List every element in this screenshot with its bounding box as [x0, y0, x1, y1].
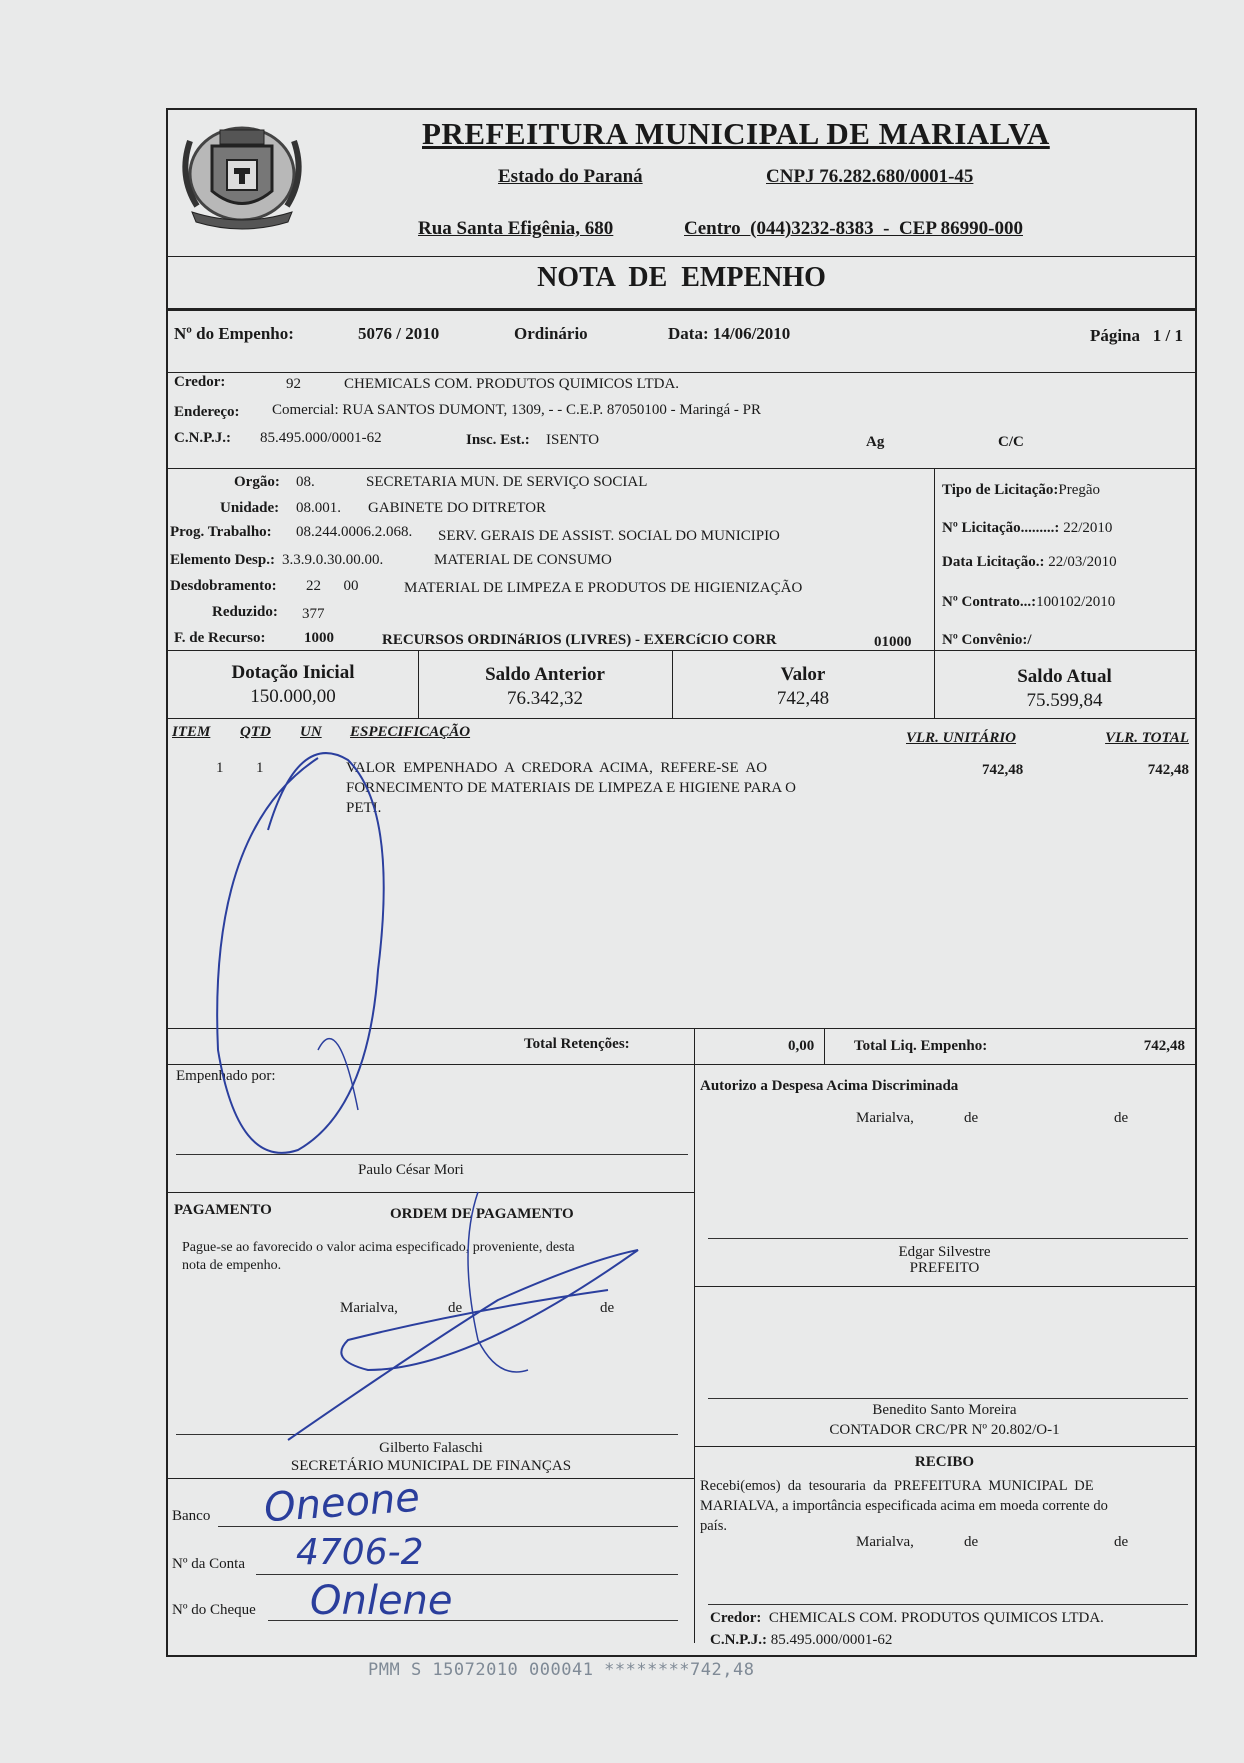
saldo-anterior-label: Saldo Anterior — [485, 664, 605, 685]
col-item: ITEM — [172, 724, 211, 740]
saldo-anterior-value: 76.342,32 — [507, 688, 583, 709]
credor-label: Credor: — [174, 374, 226, 390]
address-label: Endereço: — [174, 404, 240, 420]
pagamento-city: Marialva, — [340, 1300, 398, 1316]
item-spec-line-2: FORNECIMENTO DE MATERIAIS DE LIMPEZA E HIGIENE PARA O — [346, 780, 797, 796]
valor-label: Valor — [780, 664, 826, 685]
state-name: Estado do Paraná — [498, 166, 643, 187]
credor-name: CHEMICALS COM. PRODUTOS QUIMICOS LTDA. — [344, 376, 680, 392]
pagamento-de-2: de — [600, 1300, 615, 1316]
recibo-text-line-1: Recebi(emos) da tesouraria da PREFEITURA MUNICIPAL DE — [700, 1478, 1094, 1494]
total-liquido-label: Total Liq. Empenho: — [854, 1038, 988, 1054]
pagamento-de-1: de — [448, 1300, 463, 1316]
coat-of-arms-emblem — [172, 116, 312, 236]
cnpj-label: C.N.P.J.: — [174, 430, 231, 446]
elemento-code: 3.3.9.0.30.00.00. — [282, 552, 384, 568]
recibo-text-line-3: país. — [700, 1518, 727, 1534]
col-valor-unitario: VLR. UNITÁRIO — [906, 730, 1017, 746]
orgao-name: SECRETARIA MUN. DE SERVIÇO SOCIAL — [366, 474, 648, 490]
numero-licitacao: Nº Licitação.........: 22/2010 — [942, 520, 1113, 536]
autorizo-de-2: de — [1114, 1110, 1129, 1126]
empenho-date: Data: 14/06/2010 — [668, 324, 791, 343]
cheque-label: Nº do Cheque — [172, 1602, 256, 1618]
item-spec-line-1: VALOR EMPENHADO A CREDORA ACIMA, REFERE-SE AO — [346, 760, 768, 776]
recibo-credor: Credor: CHEMICALS COM. PRODUTOS QUIMICOS LTDA. — [710, 1610, 1104, 1626]
desdobramento-code: 22 00 — [306, 578, 359, 594]
autorizo-de-1: de — [964, 1110, 979, 1126]
page-title: PREFEITURA MUNICIPAL DE MARIALVA — [422, 116, 1050, 151]
prefeito-name: Edgar Silvestre — [898, 1244, 991, 1260]
dotacao-label: Dotação Inicial — [231, 662, 355, 683]
handwritten-cheque: Onlene — [310, 1578, 453, 1624]
unidade-code: 08.001. — [296, 500, 341, 516]
empenhado-signer: Paulo César Mori — [358, 1162, 464, 1178]
prog-label: Prog. Trabalho: — [170, 524, 272, 540]
contador-role: CONTADOR CRC/PR Nº 20.802/O-1 — [829, 1422, 1060, 1438]
retencoes-label: Total Retenções: — [524, 1036, 630, 1052]
saldo-atual-label: Saldo Atual — [1017, 666, 1112, 687]
recibo-cnpj: C.N.P.J.: 85.495.000/0001-62 — [710, 1632, 893, 1648]
item-unit-value: 742,48 — [982, 762, 1024, 778]
unidade-name: GABINETE DO DITRETOR — [368, 500, 547, 516]
autorizo-city: Marialva, — [856, 1110, 914, 1126]
ie-label: Insc. Est.: — [466, 432, 530, 448]
col-qtd: QTD — [240, 724, 271, 740]
item-spec-line-3: PETI. — [346, 800, 382, 816]
empenhado-label: Empenhado por: — [176, 1068, 276, 1084]
empenho-number-label: Nº do Empenho: — [174, 324, 294, 343]
page-number: Página 1 / 1 — [1089, 326, 1183, 345]
prog-code: 08.244.0006.2.068. — [296, 524, 413, 540]
empenho-type: Ordinário — [514, 324, 588, 343]
valor-value: 742,48 — [776, 688, 830, 709]
retencoes-value: 0,00 — [788, 1038, 815, 1054]
recibo-title: RECIBO — [914, 1454, 975, 1470]
pagamento-label: PAGAMENTO — [174, 1202, 272, 1218]
empenho-number: 5076 / 2010 — [358, 324, 440, 343]
fonte-label: F. de Recurso: — [174, 630, 266, 646]
agency-label: Ag — [866, 434, 885, 450]
credor-code: 92 — [286, 376, 301, 392]
contador-name: Benedito Santo Moreira — [872, 1402, 1017, 1418]
saldo-atual-value: 75.599,84 — [1026, 690, 1103, 711]
col-valor-total: VLR. TOTAL — [1105, 730, 1189, 746]
recibo-de-1: de — [964, 1534, 979, 1550]
desdobramento-name: MATERIAL DE LIMPEZA E PRODUTOS DE HIGIENIZAÇÃO — [404, 580, 803, 596]
credor-cnpj: 85.495.000/0001-62 — [260, 430, 382, 446]
fonte-name: RECURSOS ORDINáRIOS (LIVRES) - EXERCíCIO CORR — [382, 632, 777, 648]
handwritten-conta: 4706-2 — [296, 1532, 424, 1573]
reduzido-label: Reduzido: — [212, 604, 278, 620]
prefeito-role: PREFEITO — [909, 1260, 980, 1276]
item-qtd: 1 — [256, 760, 264, 776]
conta-label: Nº da Conta — [172, 1556, 245, 1572]
fonte-number: 01000 — [874, 634, 912, 650]
ordem-pagamento-label: ORDEM DE PAGAMENTO — [390, 1206, 574, 1222]
col-un: UN — [300, 724, 322, 740]
tipo-licitacao: Tipo de Licitação:Pregão — [942, 482, 1101, 498]
recibo-de-2: de — [1114, 1534, 1129, 1550]
unidade-label: Unidade: — [220, 500, 280, 516]
secretario-name: Gilberto Falaschi — [379, 1440, 483, 1456]
street-address: Rua Santa Efigênia, 680 — [418, 218, 614, 239]
item-number: 1 — [216, 760, 224, 776]
numero-convenio: Nº Convênio:/ — [942, 632, 1032, 648]
cnpj-header: CNPJ 76.282.680/0001-45 — [766, 166, 974, 187]
elemento-name: MATERIAL DE CONSUMO — [434, 552, 612, 568]
banco-label: Banco — [172, 1508, 211, 1524]
secretario-role: SECRETÁRIO MUNICIPAL DE FINANÇAS — [290, 1458, 572, 1474]
account-label: C/C — [998, 434, 1024, 450]
autorizo-label: Autorizo a Despesa Acima Discriminada — [700, 1078, 959, 1094]
orgao-code: 08. — [296, 474, 315, 490]
desdobramento-label: Desdobramento: — [170, 578, 277, 594]
credor-address: Comercial: RUA SANTOS DUMONT, 1309, - - C.E.P. 87050100 - Maringá - PR — [272, 402, 762, 418]
dotacao-value: 150.000,00 — [250, 686, 336, 707]
handwritten-banco: Oneone — [262, 1474, 422, 1532]
recibo-text-line-2: MARIALVA, a importância especificada acima em moeda corrente do — [700, 1498, 1108, 1514]
nota-de-empenho-form — [166, 108, 1197, 1657]
orgao-label: Orgão: — [234, 474, 280, 490]
recibo-city: Marialva, — [856, 1534, 914, 1550]
document-title: NOTA DE EMPENHO — [537, 262, 826, 293]
pagamento-text-line-1: Pague-se ao favorecido o valor acima especificado, proveniente, desta — [182, 1240, 575, 1255]
item-total-value: 742,48 — [1147, 762, 1189, 778]
pagamento-text-line-2: nota de empenho. — [182, 1258, 282, 1273]
reduzido-value: 377 — [302, 606, 325, 622]
fonte-code: 1000 — [304, 630, 334, 646]
payment-stamp: PMM S 15072010 000041 ********742,48 — [368, 1660, 755, 1680]
credor-ie: ISENTO — [546, 432, 600, 448]
prog-name: SERV. GERAIS DE ASSIST. SOCIAL DO MUNICIPIO — [438, 528, 780, 544]
elemento-label: Elemento Desp.: — [170, 552, 275, 568]
data-licitacao: Data Licitação.: 22/03/2010 — [942, 554, 1117, 570]
contact-info: Centro (044)3232-8383 - CEP 86990-000 — [684, 218, 1023, 239]
total-liquido-value: 742,48 — [1143, 1038, 1185, 1054]
col-especificacao: ESPECIFICAÇÃO — [350, 724, 471, 740]
numero-contrato: Nº Contrato...:100102/2010 — [942, 594, 1116, 610]
